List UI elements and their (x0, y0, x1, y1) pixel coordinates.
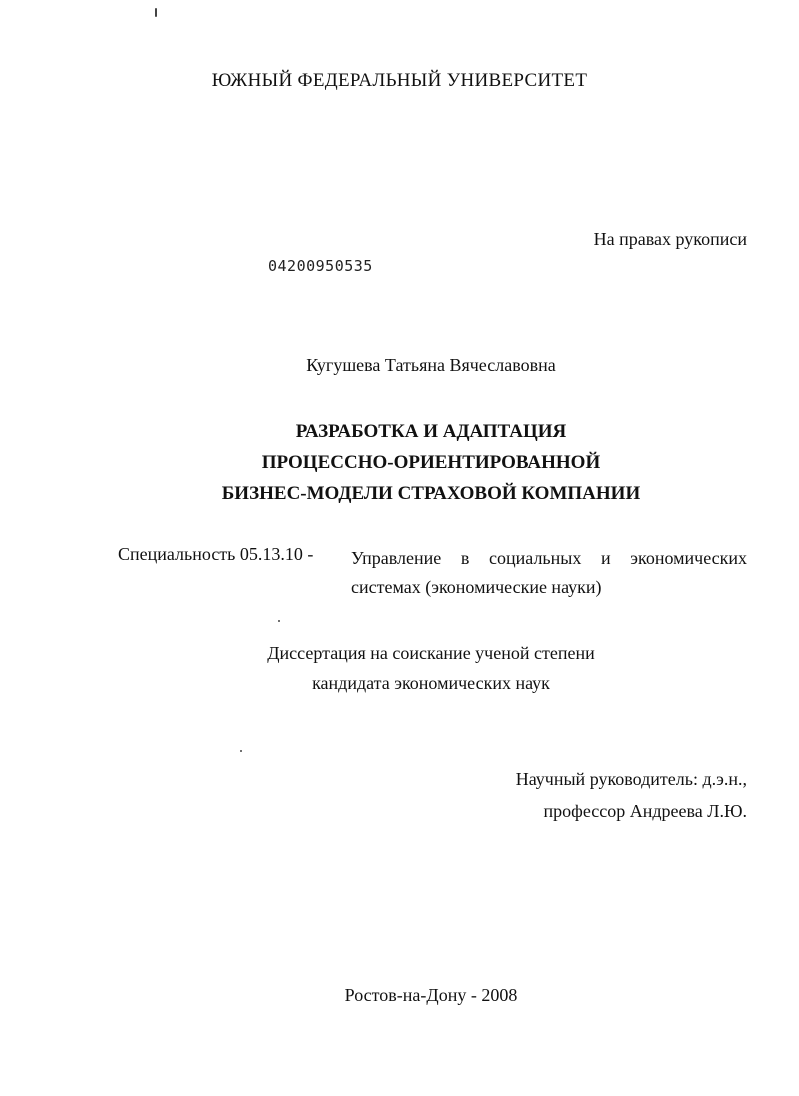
advisor-line: Научный руководитель: д.э.н., (515, 769, 747, 789)
dissertation-title (0, 416, 799, 509)
advisor-line: профессор Андреева Л.Ю. (543, 801, 747, 821)
scan-speck (278, 620, 280, 622)
title-line: РАЗРАБОТКА И АДАПТАЦИЯ (295, 421, 567, 442)
specialty-line: системах (экономические науки) (351, 577, 602, 597)
city-and-year: Ростов-на-Дону - 2008 (344, 985, 518, 1005)
scan-speck (240, 750, 242, 752)
scientific-advisor (516, 763, 747, 827)
specialty-label: Специальность 05.13.10 - (118, 544, 314, 564)
specialty-description (351, 544, 747, 602)
manuscript-rights-note: На правах рукописи (593, 229, 747, 249)
scan-speck (155, 8, 157, 17)
degree-line: кандидата экономических наук (312, 673, 550, 693)
title-line: ПРОЦЕССНО-ОРИЕНТИРОВАННОЙ (261, 452, 601, 473)
degree-line: Диссертация на соискание ученой степени (267, 643, 595, 663)
specialty-line: Управление в социальных и экономических (351, 548, 747, 568)
registration-code: 04200950535 (268, 257, 373, 275)
author-name: Кугушева Татьяна Вячеславовна (306, 355, 556, 375)
title-line: БИЗНЕС-МОДЕЛИ СТРАХОВОЙ КОМПАНИИ (221, 483, 641, 504)
university-name: ЮЖНЫЙ ФЕДЕРАЛЬНЫЙ УНИВЕРСИТЕТ (211, 70, 588, 91)
degree-statement (0, 638, 799, 698)
